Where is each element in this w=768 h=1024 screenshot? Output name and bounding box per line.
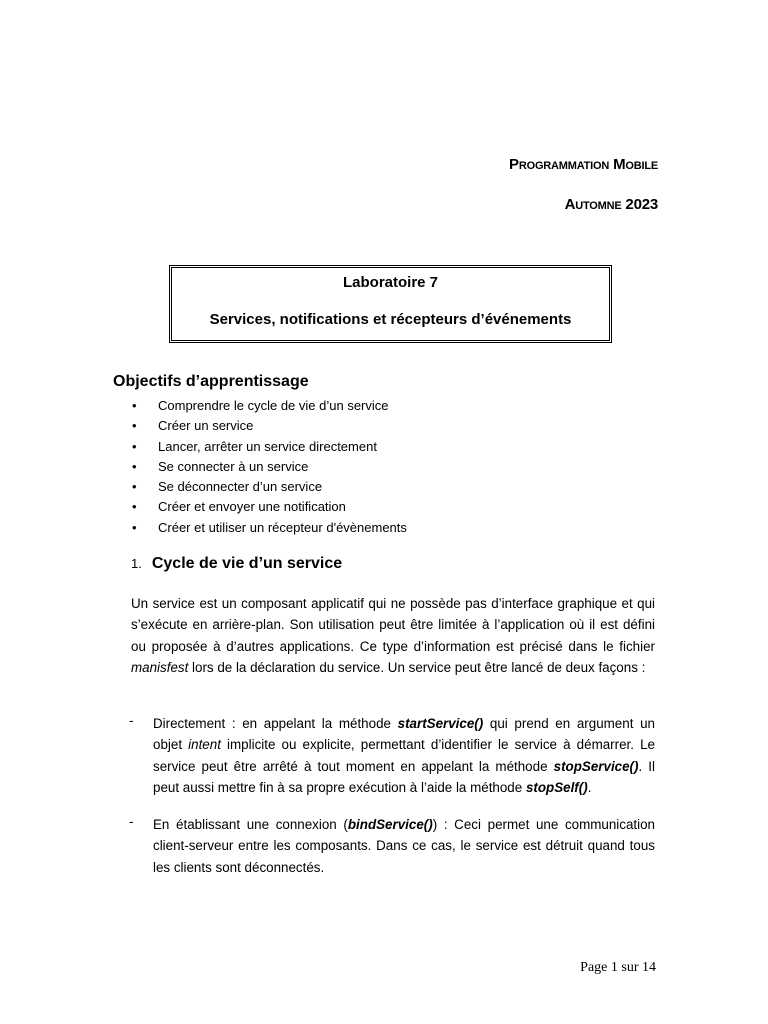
code-bind-service: bindService() [347,817,433,832]
term-label: Automne 2023 [564,196,658,213]
code-stop-service: stopService() [553,758,639,774]
list-item: En établissant une connexion (bindService()) : Ceci permet une communication client-serveur entre les composants. Dans ce cas, le service est détruit quand tous les clients sont déconnectés. [153,817,655,875]
list-item: • Créer un service [132,416,407,436]
list-item: Directement : en appelant la méthode startService() qui prend en argument un objet intent implicite ou explicite, permettant d’identifier le service à démarrer. Le service peut être arrêté à tout moment en appelant la méthode stopService(). Il peut aussi mettre fin à sa propre exécution à l’aide la méthode stopSelf(). [153,716,656,796]
bullet-icon: • [132,418,137,434]
bullet-icon: • [132,438,137,454]
list-item: • Lancer, arrêter un service directement [132,437,407,457]
page-number: Page 1 sur 14 [580,960,656,975]
section-title: Cycle de vie d’un service [151,555,343,572]
dash-marker: - [129,814,134,829]
bullet-icon: • [132,499,137,515]
section-heading [131,555,342,573]
objectives-heading: Objectifs d’apprentissage [113,373,309,390]
intro-paragraph: Un service est un composant applicatif qui ne possède pas d’interface graphique et qui s’exécute en arrière-plan. Son utilisation peut être limitée à l’application où il est défini ou proposée à d’autres applications. Ce type d’information est précisé dans le fichier manisfest lors de la déclaration du service. Un service peut être lancé de deux façons : [131,596,655,676]
bullet-icon: • [132,398,137,413]
bullet-icon: • [132,479,137,495]
course-title: Programmation Mobile [509,156,658,173]
dash-marker: - [129,713,134,728]
code-start-service: startService() [397,716,484,731]
list-item: • Se déconnecter d’un service [132,477,407,497]
list-item: • Créer et utiliser un récepteur d'évènements [132,518,407,538]
objectives-list [132,396,407,538]
list-item: • Comprendre le cycle de vie d’un service [132,396,407,416]
intent-term: intent [188,737,221,753]
list-item: • Créer et envoyer une notification [132,497,407,517]
section-number: 1. [131,556,142,571]
bullet-icon: • [132,519,137,535]
title-box [169,265,612,343]
lab-subject: Services, notifications et récepteurs d’événements [209,311,572,328]
bullet-icon: • [132,458,137,474]
code-stop-self: stopSelf() [525,780,588,796]
lab-number: Laboratoire 7 [342,274,439,291]
manifest-term: manisfest [131,660,189,676]
list-item: • Se connecter à un service [132,457,407,477]
